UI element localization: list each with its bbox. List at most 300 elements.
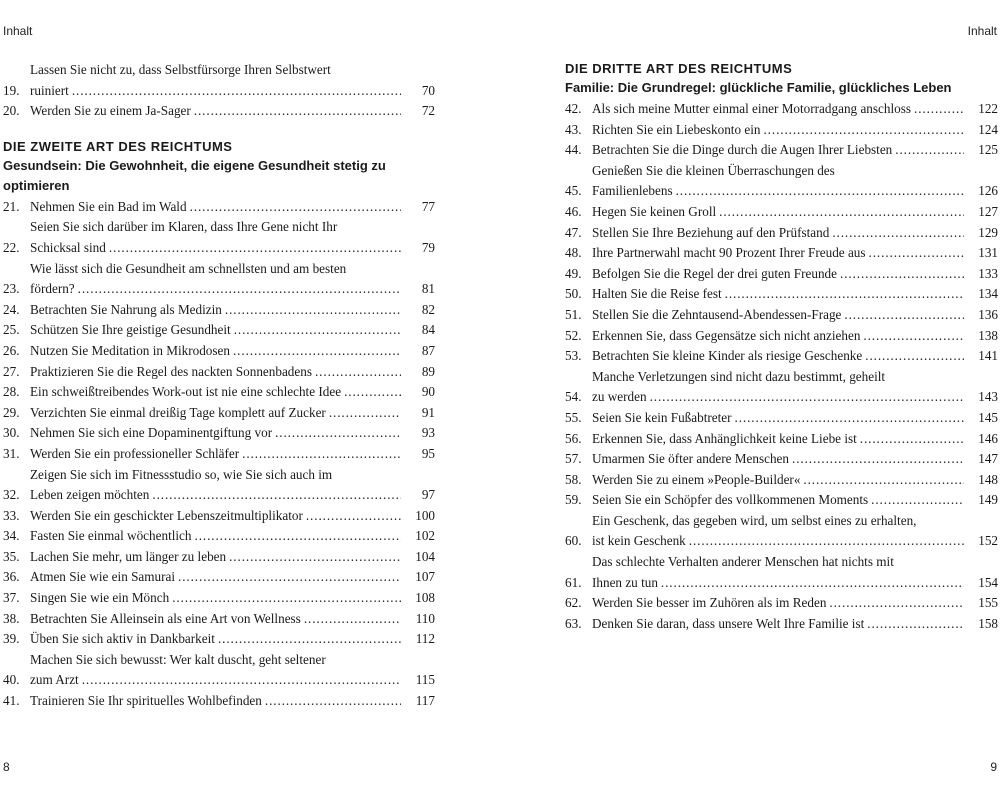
toc-entry (3, 362, 435, 383)
toc-entry-title (592, 470, 964, 491)
toc-entry-page-number: 115 (415, 672, 435, 688)
toc-entry-title-last-line (592, 490, 964, 511)
dot-leader (75, 279, 401, 300)
toc-entry-title (30, 341, 401, 362)
toc-entry-title-line: Praktizieren Sie die Regel des nackten Sonnenbadens (30, 363, 312, 379)
toc-entry-title-line: Werden Sie zu einem »People-Builder« (592, 471, 801, 487)
toc-entry-title-line: Nehmen Sie sich eine Dopaminentgiftung vor (30, 425, 273, 441)
toc-left-intro-list (3, 60, 435, 122)
dot-leader (892, 140, 964, 161)
toc-entry-page-number: 91 (421, 404, 435, 420)
dot-leader (722, 284, 964, 305)
toc-entry (565, 449, 998, 470)
toc-entry-title (30, 567, 401, 588)
toc-entry-number: 20. (3, 103, 20, 119)
toc-entry-number: 53. (565, 348, 582, 364)
toc-entry-page-number: 84 (421, 322, 435, 338)
toc-entry-title-line: Werden Sie ein geschickter Lebenszeitmultiplikator (30, 507, 303, 523)
dot-leader (658, 573, 964, 594)
toc-entry-number: 24. (3, 301, 20, 317)
toc-entry-title (30, 423, 401, 444)
toc-entry-number: 42. (565, 101, 582, 116)
toc-entry (3, 444, 435, 465)
toc-entry-title-line: Halten Sie die Reise fest (592, 286, 722, 302)
toc-entry-page-number: 127 (978, 203, 998, 219)
toc-entry-number: 54. (565, 389, 582, 405)
toc-entry-page-number: 82 (421, 301, 435, 317)
dot-leader (272, 423, 401, 444)
toc-entry-page-number: 122 (978, 101, 998, 116)
toc-entry (565, 470, 998, 491)
toc-entry-title-last-line (30, 567, 401, 588)
toc-entry-page-number: 100 (415, 507, 435, 523)
toc-entry-page-number: 70 (421, 82, 435, 98)
toc-entry-title-last-line (30, 423, 401, 444)
toc-entry-title-last-line (592, 408, 964, 429)
toc-entry-title-line: Wie lässt sich die Gesundheit am schnellsten und am besten (30, 260, 347, 276)
toc-entry (565, 202, 998, 223)
toc-entry-number: 39. (3, 631, 20, 647)
toc-entry-page-number: 136 (978, 306, 998, 322)
toc-entry-title (30, 259, 401, 300)
toc-entry-number: 26. (3, 342, 20, 358)
dot-leader (262, 691, 401, 712)
toc-entry-page-number: 133 (978, 265, 998, 281)
toc-entry-page-number: 104 (415, 548, 435, 564)
toc-entry-title (592, 284, 964, 305)
toc-entry-title-line: Nutzen Sie Meditation in Mikrodosen (30, 342, 230, 358)
toc-entry-title-last-line (30, 101, 401, 122)
dot-leader (312, 362, 401, 383)
dot-leader (716, 202, 964, 223)
toc-entry (565, 326, 998, 347)
dot-leader (647, 387, 964, 408)
toc-entry-title (30, 629, 401, 650)
toc-entry-title-line: Befolgen Sie die Regel der drei guten Freunde (592, 265, 837, 281)
toc-entry-title-line: Lachen Sie mehr, um länger zu leben (30, 548, 227, 564)
toc-entry-title (30, 300, 401, 321)
toc-entry-page-number: 126 (978, 183, 998, 199)
toc-entry-title-last-line (592, 223, 964, 244)
toc-entry-title-last-line (592, 346, 964, 367)
toc-entry (565, 120, 998, 141)
toc-entry (565, 99, 998, 120)
toc-entry-page-number: 77 (421, 198, 435, 214)
toc-entry-number: 38. (3, 610, 20, 626)
toc-entry-page-number: 134 (978, 286, 998, 302)
toc-entry-title-line: Werden Sie ein professioneller Schläfer (30, 445, 240, 461)
toc-entry-title-line: Seien Sie ein Schöpfer des vollkommenen Moments (592, 492, 869, 508)
toc-entry-title-line: ist kein Geschenk (592, 533, 686, 549)
toc-entry-title-line: Umarmen Sie öfter andere Menschen (592, 451, 790, 467)
toc-entry-number: 61. (565, 574, 582, 590)
toc-entry-number: 52. (565, 327, 582, 343)
toc-entry-title-line: fördern? (30, 281, 75, 297)
dot-leader (760, 120, 964, 141)
toc-entry-title (592, 264, 964, 285)
toc-entry-number: 31. (3, 445, 20, 461)
toc-entry (565, 264, 998, 285)
toc-entry-title (30, 526, 401, 547)
toc-entry-title-line: Ihnen zu tun (592, 574, 658, 590)
toc-entry-page-number: 158 (978, 615, 998, 631)
toc-entry-title-last-line (592, 449, 964, 470)
toc-entry (3, 197, 435, 218)
toc-entry-title-line: Werden Sie besser im Zuhören als im Reden (592, 595, 827, 611)
toc-entry-title (592, 408, 964, 429)
toc-entry-title (30, 197, 401, 218)
toc-entry-number: 34. (3, 528, 20, 544)
dot-leader (192, 526, 401, 547)
toc-right-column (565, 60, 998, 634)
toc-entry-title-last-line (592, 387, 964, 408)
dot-leader (864, 614, 964, 635)
toc-entry-title-line: Das schlechte Verhalten anderer Menschen hat nichts mit (592, 554, 894, 570)
toc-entry-title-last-line (30, 506, 401, 527)
toc-entry-title (30, 547, 401, 568)
toc-entry-title (592, 99, 964, 120)
toc-entry-page-number: 146 (978, 430, 998, 446)
toc-entry-number: 32. (3, 487, 20, 503)
toc-entry-title (30, 609, 401, 630)
toc-entry-title (592, 161, 964, 202)
toc-entry-title (592, 552, 964, 593)
toc-entry-title (592, 449, 964, 470)
toc-entry-page-number: 155 (978, 595, 998, 611)
toc-entry-title-line: zum Arzt (30, 672, 79, 688)
running-header-left: Inhalt (3, 24, 33, 38)
toc-entry-number: 57. (565, 451, 582, 467)
toc-entry-title-line: Zeigen Sie sich im Fitnessstudio so, wie Sie sich auch im (30, 466, 333, 482)
toc-entry-title-last-line (30, 382, 401, 403)
toc-entry-title (592, 140, 964, 161)
toc-entry-number: 56. (565, 430, 582, 446)
dot-leader (215, 629, 401, 650)
dot-leader (187, 197, 401, 218)
toc-entry-number: 45. (565, 183, 582, 199)
toc-entry (3, 101, 435, 122)
toc-entry-title-line: Verzichten Sie einmal dreißig Tage komplett auf Zucker (30, 404, 326, 420)
toc-entry-title (30, 382, 401, 403)
toc-entry-number: 43. (565, 121, 582, 137)
toc-entry-title-last-line (30, 362, 401, 383)
toc-entry-number: 25. (3, 322, 20, 338)
toc-entry-page-number: 147 (978, 451, 998, 467)
toc-entry-title-line: Nehmen Sie ein Bad im Wald (30, 198, 187, 214)
toc-entry-page-number: 95 (421, 445, 435, 461)
toc-entry-title-last-line (592, 429, 964, 450)
section-subtitle-line: Gesundsein: Die Gewohnheit, die eigene Gesundheit stetig zu (3, 157, 386, 173)
toc-entry (3, 259, 435, 300)
toc-entry (3, 629, 435, 650)
toc-entry (3, 609, 435, 630)
toc-entry-page-number: 149 (978, 492, 998, 508)
dot-leader (868, 490, 964, 511)
toc-entry-title-last-line (30, 279, 401, 300)
toc-entry-title-line: Atmen Sie wie ein Samurai (30, 569, 176, 585)
dot-leader (106, 238, 401, 259)
toc-entry-page-number: 141 (978, 348, 998, 364)
toc-left-entry-list (3, 197, 435, 712)
toc-entry-page-number: 124 (978, 121, 998, 137)
toc-entry (565, 367, 998, 408)
toc-entry-title (30, 403, 401, 424)
dot-leader (911, 99, 964, 120)
toc-entry-title (592, 326, 964, 347)
toc-entry-title-last-line (30, 197, 401, 218)
toc-entry-title-last-line (30, 341, 401, 362)
toc-entry-page-number: 152 (978, 533, 998, 549)
toc-entry-title-last-line (592, 99, 964, 120)
toc-entry-title (592, 593, 964, 614)
toc-entry-title-line: Schützen Sie Ihre geistige Gesundheit (30, 322, 231, 338)
toc-entry-title-last-line (30, 526, 401, 547)
dot-leader (175, 567, 401, 588)
toc-entry (565, 408, 998, 429)
toc-entry (565, 243, 998, 264)
dot-leader (226, 547, 401, 568)
toc-entry-title-last-line (592, 120, 964, 141)
toc-entry-title-last-line (30, 485, 401, 506)
toc-entry-page-number: 143 (978, 389, 998, 405)
toc-entry-number: 27. (3, 363, 20, 379)
dot-leader (837, 264, 964, 285)
toc-entry-title-line: Machen Sie sich bewusst: Wer kalt duscht, geht seltener (30, 651, 326, 667)
toc-entry-title (592, 202, 964, 223)
toc-entry-title-last-line (592, 573, 964, 594)
toc-entry (565, 284, 998, 305)
toc-entry (3, 423, 435, 444)
page-number-left: 8 (3, 760, 10, 774)
toc-entry-title-last-line (592, 243, 964, 264)
toc-entry-number: 55. (565, 409, 582, 425)
toc-entry-title-line: Stellen Sie Ihre Beziehung auf den Prüfstand (592, 224, 830, 240)
toc-entry-title (30, 362, 401, 383)
toc-entry (565, 223, 998, 244)
toc-entry (3, 60, 435, 101)
toc-entry-title-last-line (592, 593, 964, 614)
toc-right-entry-list (565, 99, 998, 634)
toc-entry-title (592, 243, 964, 264)
toc-entry (565, 614, 998, 635)
section-subtitle-line: optimieren (3, 177, 70, 193)
dot-leader (860, 326, 964, 347)
toc-entry-title-line: Ihre Partnerwahl macht 90 Prozent Ihrer Freude aus (592, 245, 866, 261)
toc-entry-number: 48. (565, 245, 582, 261)
toc-entry-title (592, 223, 964, 244)
dot-leader (69, 81, 401, 102)
dot-leader (303, 506, 401, 527)
toc-entry-number: 50. (565, 286, 582, 302)
toc-entry-title-last-line (30, 629, 401, 650)
dot-leader (829, 223, 964, 244)
dot-leader (326, 403, 401, 424)
toc-entry-title (30, 101, 401, 122)
toc-entry-title-last-line (592, 614, 964, 635)
toc-entry-title-last-line (30, 81, 401, 102)
dot-leader (800, 470, 964, 491)
dot-leader (686, 531, 964, 552)
toc-entry (3, 217, 435, 258)
toc-entry-title-last-line (592, 326, 964, 347)
toc-entry-page-number: 138 (978, 327, 998, 343)
toc-entry (565, 140, 998, 161)
toc-entry-title (592, 305, 964, 326)
toc-entry-page-number: 72 (421, 103, 435, 119)
toc-entry-title-last-line (30, 320, 401, 341)
toc-entry-title-line: Stellen Sie die Zehntausend-Abendessen-Frage (592, 306, 842, 322)
toc-entry (3, 403, 435, 424)
toc-entry-page-number: 108 (415, 590, 435, 606)
toc-entry-number: 23. (3, 281, 20, 297)
toc-entry (565, 511, 998, 552)
toc-entry-number: 46. (565, 203, 582, 219)
toc-entry-page-number: 90 (421, 384, 435, 400)
toc-entry-title-line: Schicksal sind (30, 239, 106, 255)
running-header-right: Inhalt (967, 24, 997, 38)
toc-entry-title-line: Singen Sie wie ein Mönch (30, 590, 170, 606)
toc-entry-page-number: 107 (415, 569, 435, 585)
toc-entry (565, 552, 998, 593)
toc-entry (3, 465, 435, 506)
dot-leader (230, 341, 401, 362)
toc-entry-title (592, 511, 964, 552)
toc-entry (3, 547, 435, 568)
toc-entry-title (592, 490, 964, 511)
dot-leader (732, 408, 964, 429)
toc-entry-page-number: 110 (415, 610, 435, 626)
toc-entry-number: 58. (565, 471, 582, 487)
toc-entry-title (30, 465, 401, 506)
toc-entry-number: 59. (565, 492, 582, 508)
toc-entry-title-last-line (30, 444, 401, 465)
toc-entry-title (592, 346, 964, 367)
toc-entry-title-last-line (30, 238, 401, 259)
toc-entry-page-number: 148 (978, 471, 998, 487)
toc-entry (3, 341, 435, 362)
toc-entry-page-number: 81 (421, 281, 435, 297)
toc-entry-title-line: Lassen Sie nicht zu, dass Selbstfürsorge Ihren Selbstwert (30, 62, 331, 77)
toc-entry-number: 36. (3, 569, 20, 585)
toc-entry-number: 40. (3, 672, 20, 688)
toc-entry (3, 567, 435, 588)
toc-entry-number: 44. (565, 142, 582, 158)
toc-entry-page-number: 125 (978, 142, 998, 158)
toc-entry-page-number: 131 (978, 245, 998, 261)
toc-entry-number: 47. (565, 224, 582, 240)
toc-entry (3, 382, 435, 403)
section-title-third-wealth: DIE DRITTE ART DES REICHTUMS (565, 61, 793, 76)
dot-leader (239, 444, 401, 465)
toc-entry-title-line: Fasten Sie einmal wöchentlich (30, 528, 192, 544)
toc-entry-title-last-line (592, 140, 964, 161)
toc-entry-page-number: 112 (415, 631, 435, 647)
toc-entry (3, 300, 435, 321)
toc-entry-page-number: 102 (415, 528, 435, 544)
toc-entry-number: 49. (565, 265, 582, 281)
toc-entry (565, 490, 998, 511)
toc-entry-title-line: Genießen Sie die kleinen Überraschungen des (592, 162, 835, 178)
toc-entry-title-line: ruiniert (30, 82, 69, 98)
toc-entry-number: 60. (565, 533, 582, 549)
toc-entry-page-number: 117 (415, 693, 435, 709)
toc-entry-title-line: Ein schweißtreibendes Work-out ist nie eine schlechte Idee (30, 384, 342, 400)
toc-entry-number: 35. (3, 548, 20, 564)
toc-entry (3, 650, 435, 691)
toc-entry-title (592, 614, 964, 635)
toc-entry-page-number: 145 (978, 409, 998, 425)
toc-entry-number: 33. (3, 507, 20, 523)
toc-entry-number: 29. (3, 404, 20, 420)
toc-entry-title (30, 506, 401, 527)
toc-entry-title (592, 120, 964, 141)
toc-entry-title-line: Hegen Sie keinen Groll (592, 203, 717, 219)
toc-entry-title-line: Trainieren Sie Ihr spirituelles Wohlbefinden (30, 693, 262, 709)
toc-entry-title-last-line (592, 531, 964, 552)
toc-entry-title (592, 429, 964, 450)
dot-leader (301, 609, 401, 630)
toc-entry-title-last-line (592, 202, 964, 223)
toc-entry-title-last-line (30, 691, 401, 712)
toc-left-column (3, 60, 435, 712)
toc-entry-title (30, 444, 401, 465)
dot-leader (191, 101, 401, 122)
toc-entry-title-last-line (592, 305, 964, 326)
toc-entry-page-number: 79 (421, 239, 435, 255)
toc-entry-title-line: Richten Sie ein Liebeskonto ein (592, 121, 761, 137)
toc-entry-title-last-line (592, 284, 964, 305)
toc-entry-number: 22. (3, 239, 20, 255)
toc-entry-page-number: 89 (421, 363, 435, 379)
toc-entry-title (30, 320, 401, 341)
dot-leader (841, 305, 964, 326)
toc-entry-page-number: 93 (421, 425, 435, 441)
toc-entry (3, 526, 435, 547)
toc-entry-title-last-line (30, 300, 401, 321)
toc-entry-title-last-line (30, 588, 401, 609)
toc-entry-title-last-line (592, 470, 964, 491)
dot-leader (826, 593, 964, 614)
toc-entry-number: 30. (3, 425, 20, 441)
toc-entry-number: 21. (3, 198, 20, 214)
toc-entry-title (30, 691, 401, 712)
toc-entry-title-line: Betrachten Sie Nahrung als Medizin (30, 301, 222, 317)
toc-entry-number: 28. (3, 384, 20, 400)
toc-entry-number: 51. (565, 306, 582, 322)
toc-entry (565, 593, 998, 614)
toc-entry-title-last-line (30, 609, 401, 630)
section-title-second-wealth: DIE ZWEITE ART DES REICHTUMS (3, 138, 233, 154)
dot-leader (169, 588, 401, 609)
dot-leader (79, 670, 401, 691)
toc-entry (3, 588, 435, 609)
toc-entry-title-line: Seien Sie sich darüber im Klaren, dass Ihre Gene nicht Ihr (30, 219, 338, 235)
section-subtitle-line: Familie: Die Grundregel: glückliche Familie, glückliches Leben (565, 80, 952, 95)
toc-entry-number: 41. (3, 693, 20, 709)
toc-entry-title (30, 60, 401, 101)
dot-leader (222, 300, 401, 321)
toc-entry-page-number: 87 (421, 342, 435, 358)
toc-entry (3, 320, 435, 341)
toc-entry (3, 691, 435, 712)
toc-entry-title-last-line (30, 670, 401, 691)
toc-entry-number: 19. (3, 82, 20, 98)
toc-entry-title (30, 588, 401, 609)
dot-leader (149, 485, 401, 506)
toc-entry-number: 62. (565, 595, 582, 611)
toc-entry-title-line: Manche Verletzungen sind nicht dazu bestimmt, geheilt (592, 368, 886, 384)
dot-leader (866, 243, 964, 264)
